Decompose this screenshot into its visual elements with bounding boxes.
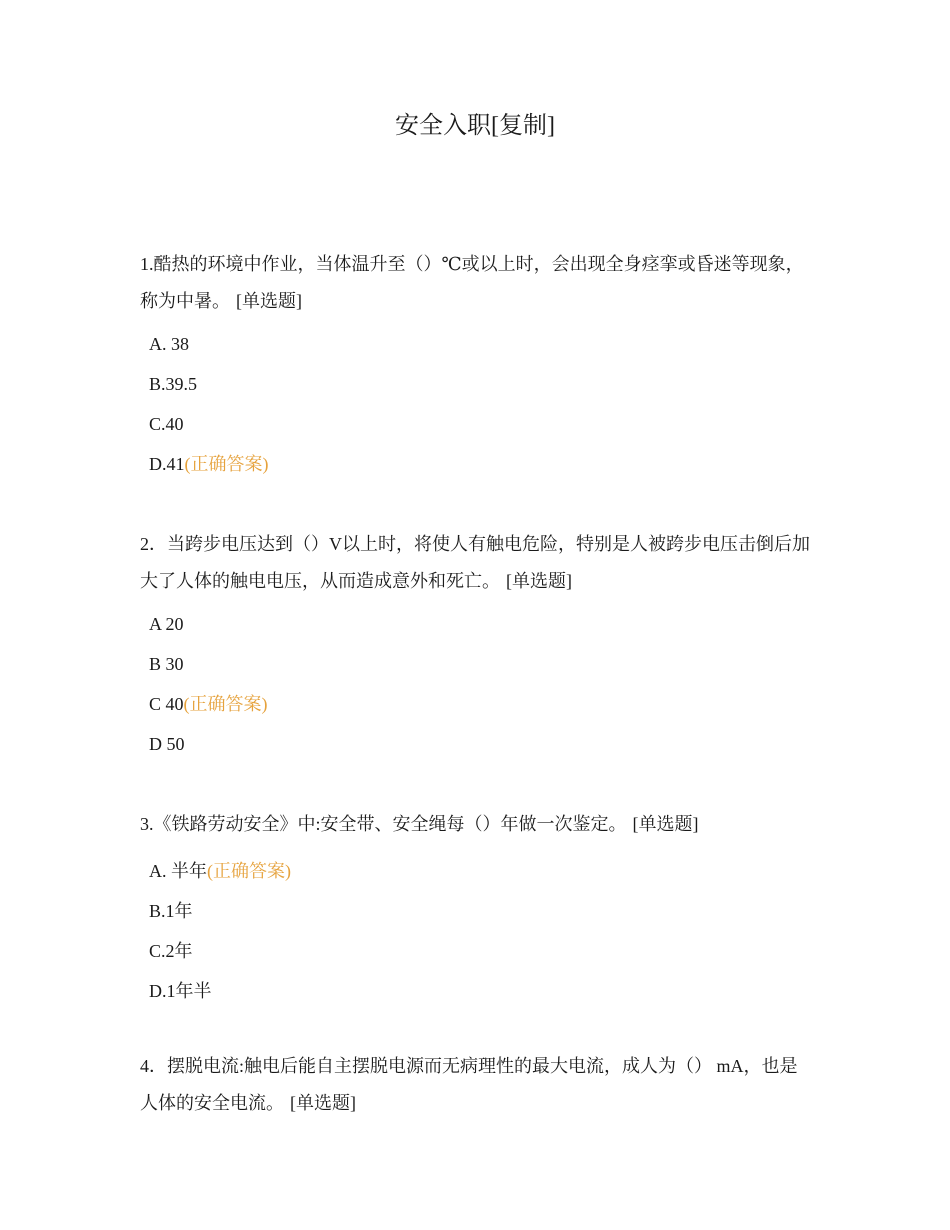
question-1 bbox=[140, 246, 810, 493]
correct-answer-marker: (正确答案) bbox=[207, 861, 291, 881]
question-stem bbox=[140, 246, 810, 320]
option-d bbox=[149, 733, 810, 773]
option-label: B.39.5 bbox=[149, 374, 198, 394]
option-label: A. 38 bbox=[149, 334, 189, 354]
option-b bbox=[149, 373, 810, 413]
correct-answer-marker: (正确答案) bbox=[183, 694, 268, 714]
option-a bbox=[149, 860, 810, 900]
correct-answer-marker: (正确答案) bbox=[184, 454, 269, 474]
question-text: 3.《铁路劳动安全》中:安全带、安全绳每（）年做一次鉴定。 bbox=[140, 814, 627, 834]
option-label: D.41 bbox=[149, 454, 185, 474]
option-a bbox=[149, 613, 810, 653]
option-d bbox=[149, 453, 810, 493]
option-label: B.1年 bbox=[149, 901, 193, 921]
question-3 bbox=[140, 806, 810, 1020]
option-list bbox=[140, 333, 810, 493]
option-b bbox=[149, 900, 810, 940]
question-text: 4．摆脱电流:触电后能自主摆脱电源而无病理性的最大电流，成人为（） mA，也是人体的安全电流。 bbox=[140, 1056, 798, 1113]
question-type-label: [单选题] bbox=[290, 1093, 356, 1113]
option-label: A. 半年 bbox=[149, 861, 207, 881]
question-stem bbox=[140, 806, 810, 843]
option-label: B 30 bbox=[149, 654, 184, 674]
question-4 bbox=[140, 1048, 810, 1122]
option-c bbox=[149, 693, 810, 733]
question-2 bbox=[140, 526, 810, 773]
question-stem bbox=[140, 1048, 810, 1122]
question-type-label: [单选题] bbox=[236, 291, 302, 311]
option-label: C.40 bbox=[149, 414, 184, 434]
option-a bbox=[149, 333, 810, 373]
option-label: D 50 bbox=[149, 734, 185, 754]
option-label: D.1年半 bbox=[149, 981, 212, 1001]
option-list bbox=[140, 860, 810, 1020]
question-text: 2．当跨步电压达到（）V以上时，将使人有触电危险，特别是人被跨步电压击倒后加大了人体的触电电压，从而造成意外和死亡。 bbox=[140, 534, 810, 591]
option-label: C 40 bbox=[149, 694, 184, 714]
option-list bbox=[140, 613, 810, 773]
question-type-label: [单选题] bbox=[506, 571, 572, 591]
option-d bbox=[149, 980, 810, 1020]
question-stem bbox=[140, 526, 810, 600]
question-text: 1.酷热的环境中作业，当体温升至（）℃或以上时，会出现全身痉挛或昏迷等现象，称为中暑。 bbox=[140, 254, 804, 311]
option-b bbox=[149, 653, 810, 693]
option-label: A 20 bbox=[149, 614, 184, 634]
question-type-label: [单选题] bbox=[632, 814, 699, 834]
option-c bbox=[149, 413, 810, 453]
page-title: 安全入职[复制] bbox=[395, 113, 555, 139]
option-label: C.2年 bbox=[149, 941, 193, 961]
option-c bbox=[149, 940, 810, 980]
